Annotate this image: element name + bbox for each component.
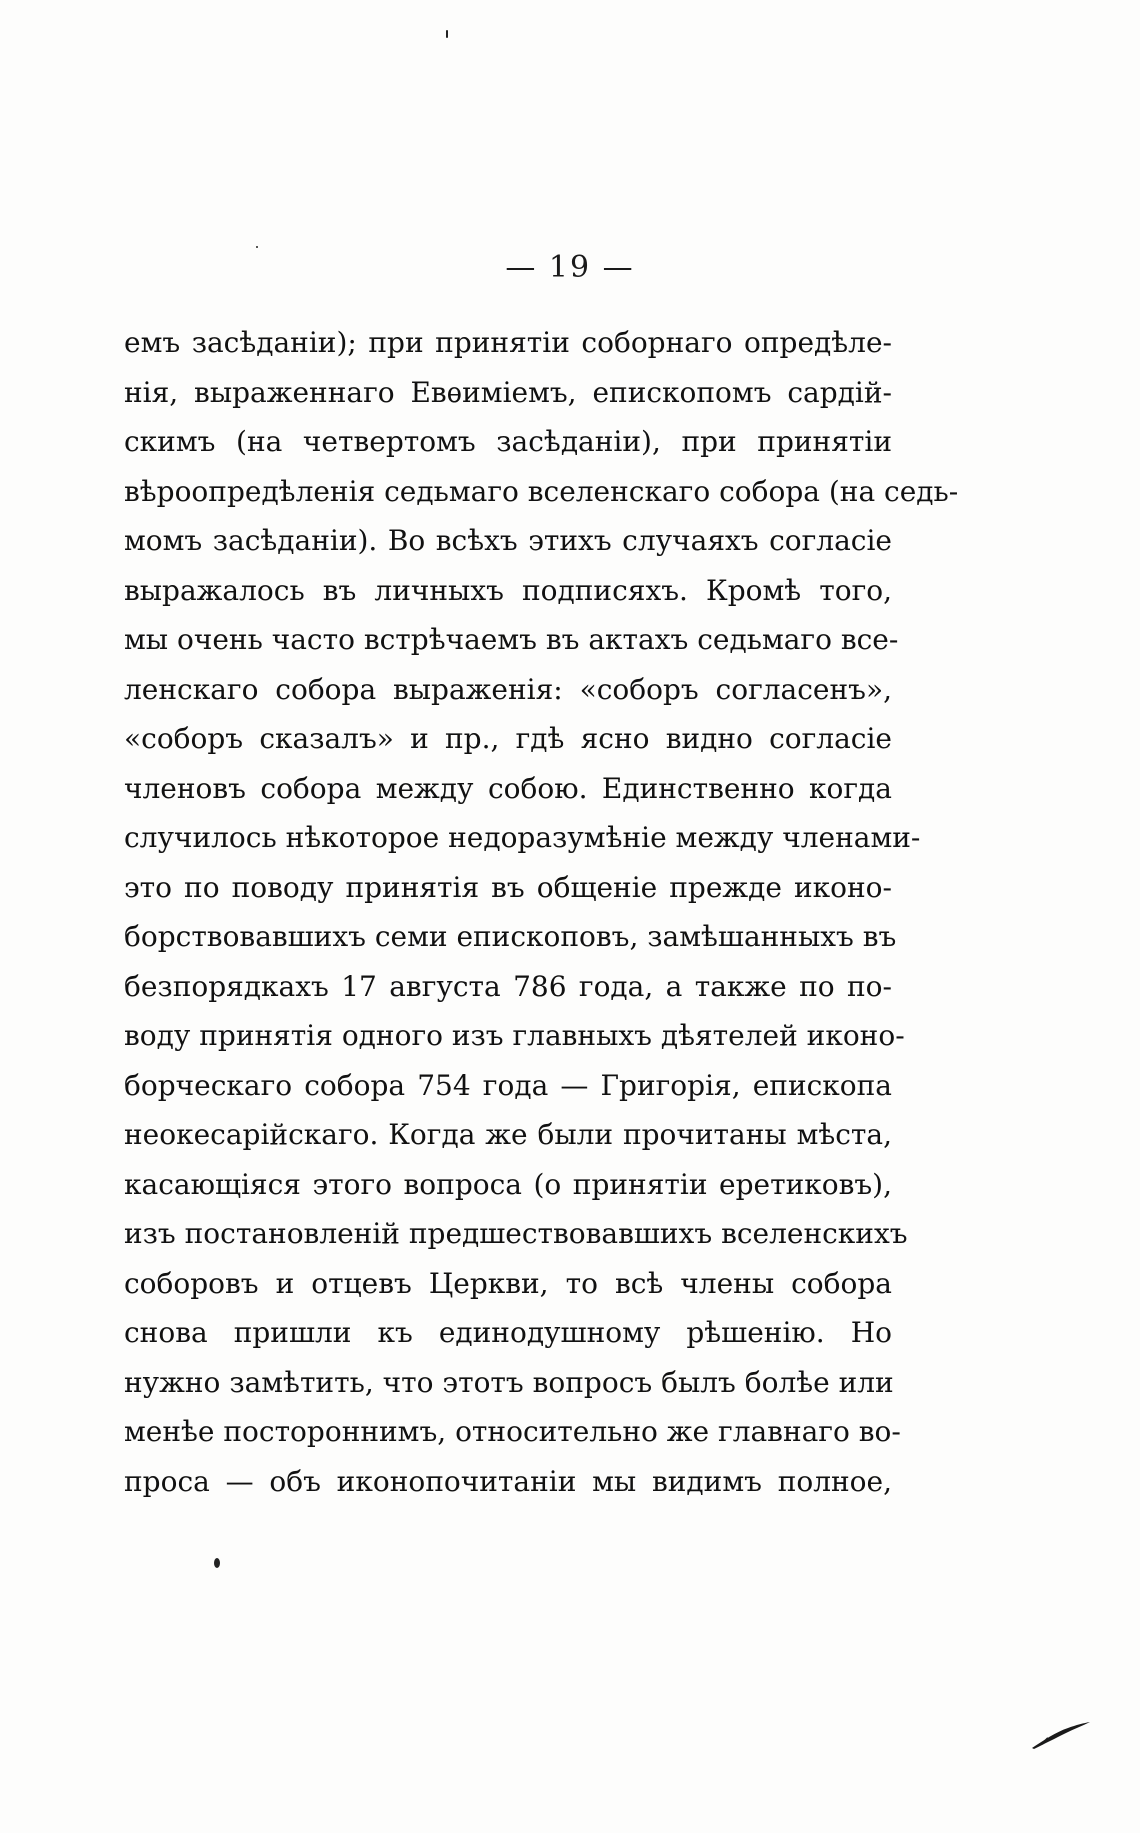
text-line: ленскаго собора выраженія: «соборъ согласенъ», <box>124 672 892 706</box>
ink-speck <box>256 246 258 248</box>
text-line: мы очень часто встрѣчаемъ въ актахъ седьмаго все- <box>124 623 899 656</box>
text-line: случилось нѣкоторое недоразумѣніе между членами- <box>124 821 921 854</box>
text-line: вѣроопредѣленія седьмаго вселенскаго собора (на седь- <box>124 474 959 508</box>
text-line: «соборъ сказалъ» и пр., гдѣ ясно видно согласіе <box>124 722 892 755</box>
ink-speck <box>214 1558 220 1568</box>
body-text <box>124 318 959 1506</box>
text-line: емъ засѣданіи); при принятіи соборнаго опредѣле- <box>124 326 892 359</box>
text-line: борческаго собора 754 года — Григорія, епископа <box>124 1068 892 1102</box>
text-line: менѣе постороннимъ, относительно же главнаго во- <box>124 1415 901 1448</box>
text-line: членовъ собора между собою. Единственно когда <box>124 771 892 805</box>
text-line: нужно замѣтить, что этотъ вопросъ былъ болѣе или <box>124 1365 894 1399</box>
text-line: нія, выраженнаго Евѳиміемъ, епископомъ сардій- <box>124 375 892 409</box>
text-line: касающіяся этого вопроса (о принятіи еретиковъ), <box>124 1167 892 1201</box>
text-line: воду принятія одного изъ главныхъ дѣятелей иконо- <box>124 1019 905 1052</box>
text-line: выражалось въ личныхъ подписяхъ. Кромѣ того, <box>124 573 892 607</box>
text-line: проса — объ иконопочитаніи мы видимъ полное, <box>124 1464 892 1498</box>
text-line: снова пришли къ единодушному рѣшенію. Но <box>124 1316 892 1349</box>
text-line: безпорядкахъ 17 августа 786 года, а также по по- <box>124 969 892 1003</box>
text-line: скимъ (на четвертомъ засѣданіи), при принятіи <box>124 425 892 458</box>
ink-speck <box>446 30 448 38</box>
text-line: изъ постановленій предшествовавшихъ вселенскихъ <box>124 1217 908 1250</box>
ink-stroke-mark <box>1030 1720 1092 1750</box>
text-line: неокесарійскаго. Когда же были прочитаны мѣста, <box>124 1118 892 1151</box>
text-line: момъ засѣданіи). Во всѣхъ этихъ случаяхъ согласіе <box>124 524 892 557</box>
text-line: это по поводу принятія въ общеніе прежде иконо- <box>124 870 892 904</box>
text-line: соборовъ и отцевъ Церкви, то всѣ члены собора <box>124 1266 892 1300</box>
text-line: борствовавшихъ семи епископовъ, замѣшанныхъ въ <box>124 920 897 953</box>
page-number: — 19 — <box>505 250 635 285</box>
